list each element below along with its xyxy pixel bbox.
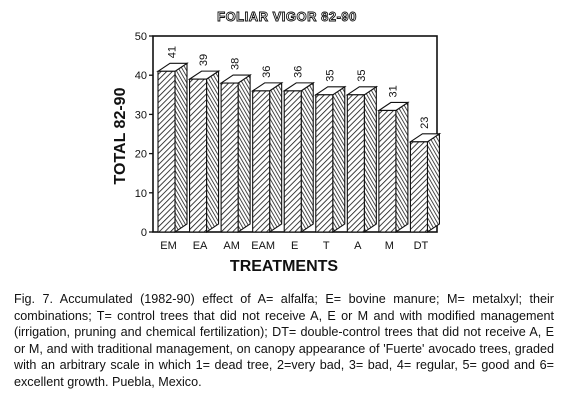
data-label: 36 [292, 65, 305, 78]
bar [410, 142, 427, 232]
data-label: 39 [198, 53, 211, 67]
y-tick-label: 30 [134, 109, 147, 122]
bar [158, 71, 175, 232]
bar-side [207, 71, 219, 232]
x-tick-label: DT [413, 240, 429, 252]
bar-side [270, 83, 282, 232]
y-tick-label: 0 [140, 227, 147, 239]
x-axis-title: TREATMENTS [229, 258, 339, 275]
y-tick-label: 50 [134, 31, 147, 43]
x-tick-label: A [354, 240, 362, 252]
plot-area [135, 31, 440, 252]
x-tick-label: M [384, 240, 394, 252]
bar [221, 83, 238, 232]
data-label: 35 [355, 69, 368, 82]
bar-side [364, 87, 376, 232]
data-label: 38 [229, 57, 242, 71]
bar-side [396, 102, 408, 232]
bar [316, 95, 333, 232]
y-axis-title: TOTAL 82-90 [112, 87, 129, 185]
x-tick-label: T [322, 240, 330, 252]
x-tick-label: E [291, 240, 299, 252]
data-label: 23 [418, 116, 431, 129]
bar-side [333, 87, 345, 232]
y-tick-label: 20 [134, 148, 147, 161]
bar-side [238, 75, 250, 232]
data-label: 41 [166, 46, 179, 59]
bar-side [175, 63, 187, 232]
y-tick-label: 10 [134, 187, 147, 200]
data-label: 36 [261, 65, 274, 78]
data-label: 31 [387, 85, 400, 98]
y-tick-label: 40 [134, 70, 147, 83]
chart-title: FOLIAR VIGOR 82-90 [217, 9, 357, 24]
x-tick-label: EM [160, 240, 177, 252]
data-label: 35 [324, 69, 337, 82]
bar-side [301, 83, 313, 232]
bar [253, 91, 270, 232]
bar-side [427, 134, 439, 232]
bar [284, 91, 301, 232]
x-tick-label: EAM [251, 240, 276, 252]
x-tick-label: EA [192, 240, 208, 252]
x-tick-label: AM [223, 240, 240, 252]
bar [379, 110, 396, 232]
bar [190, 79, 207, 232]
bar [347, 95, 364, 232]
figure-caption: Fig. 7. Accumulated (1982-90) effect of A= alfalfa; E= bovine manure; M= metalxyl; their combinations; T= control trees that did not receive A, E or M and with modified management (irrigation, pruning and chemical fertilization); DT= double-control trees that did not receive A, E or M, and with traditional management, on canopy appearance of 'Fuerte' avocado trees, graded with an arbitrary scale in which 1= dead tree, 2=very bad, 3= bad, 4= regular, 5= good and 6= excellent growth. Puebla, Mexico. [14, 292, 554, 389]
